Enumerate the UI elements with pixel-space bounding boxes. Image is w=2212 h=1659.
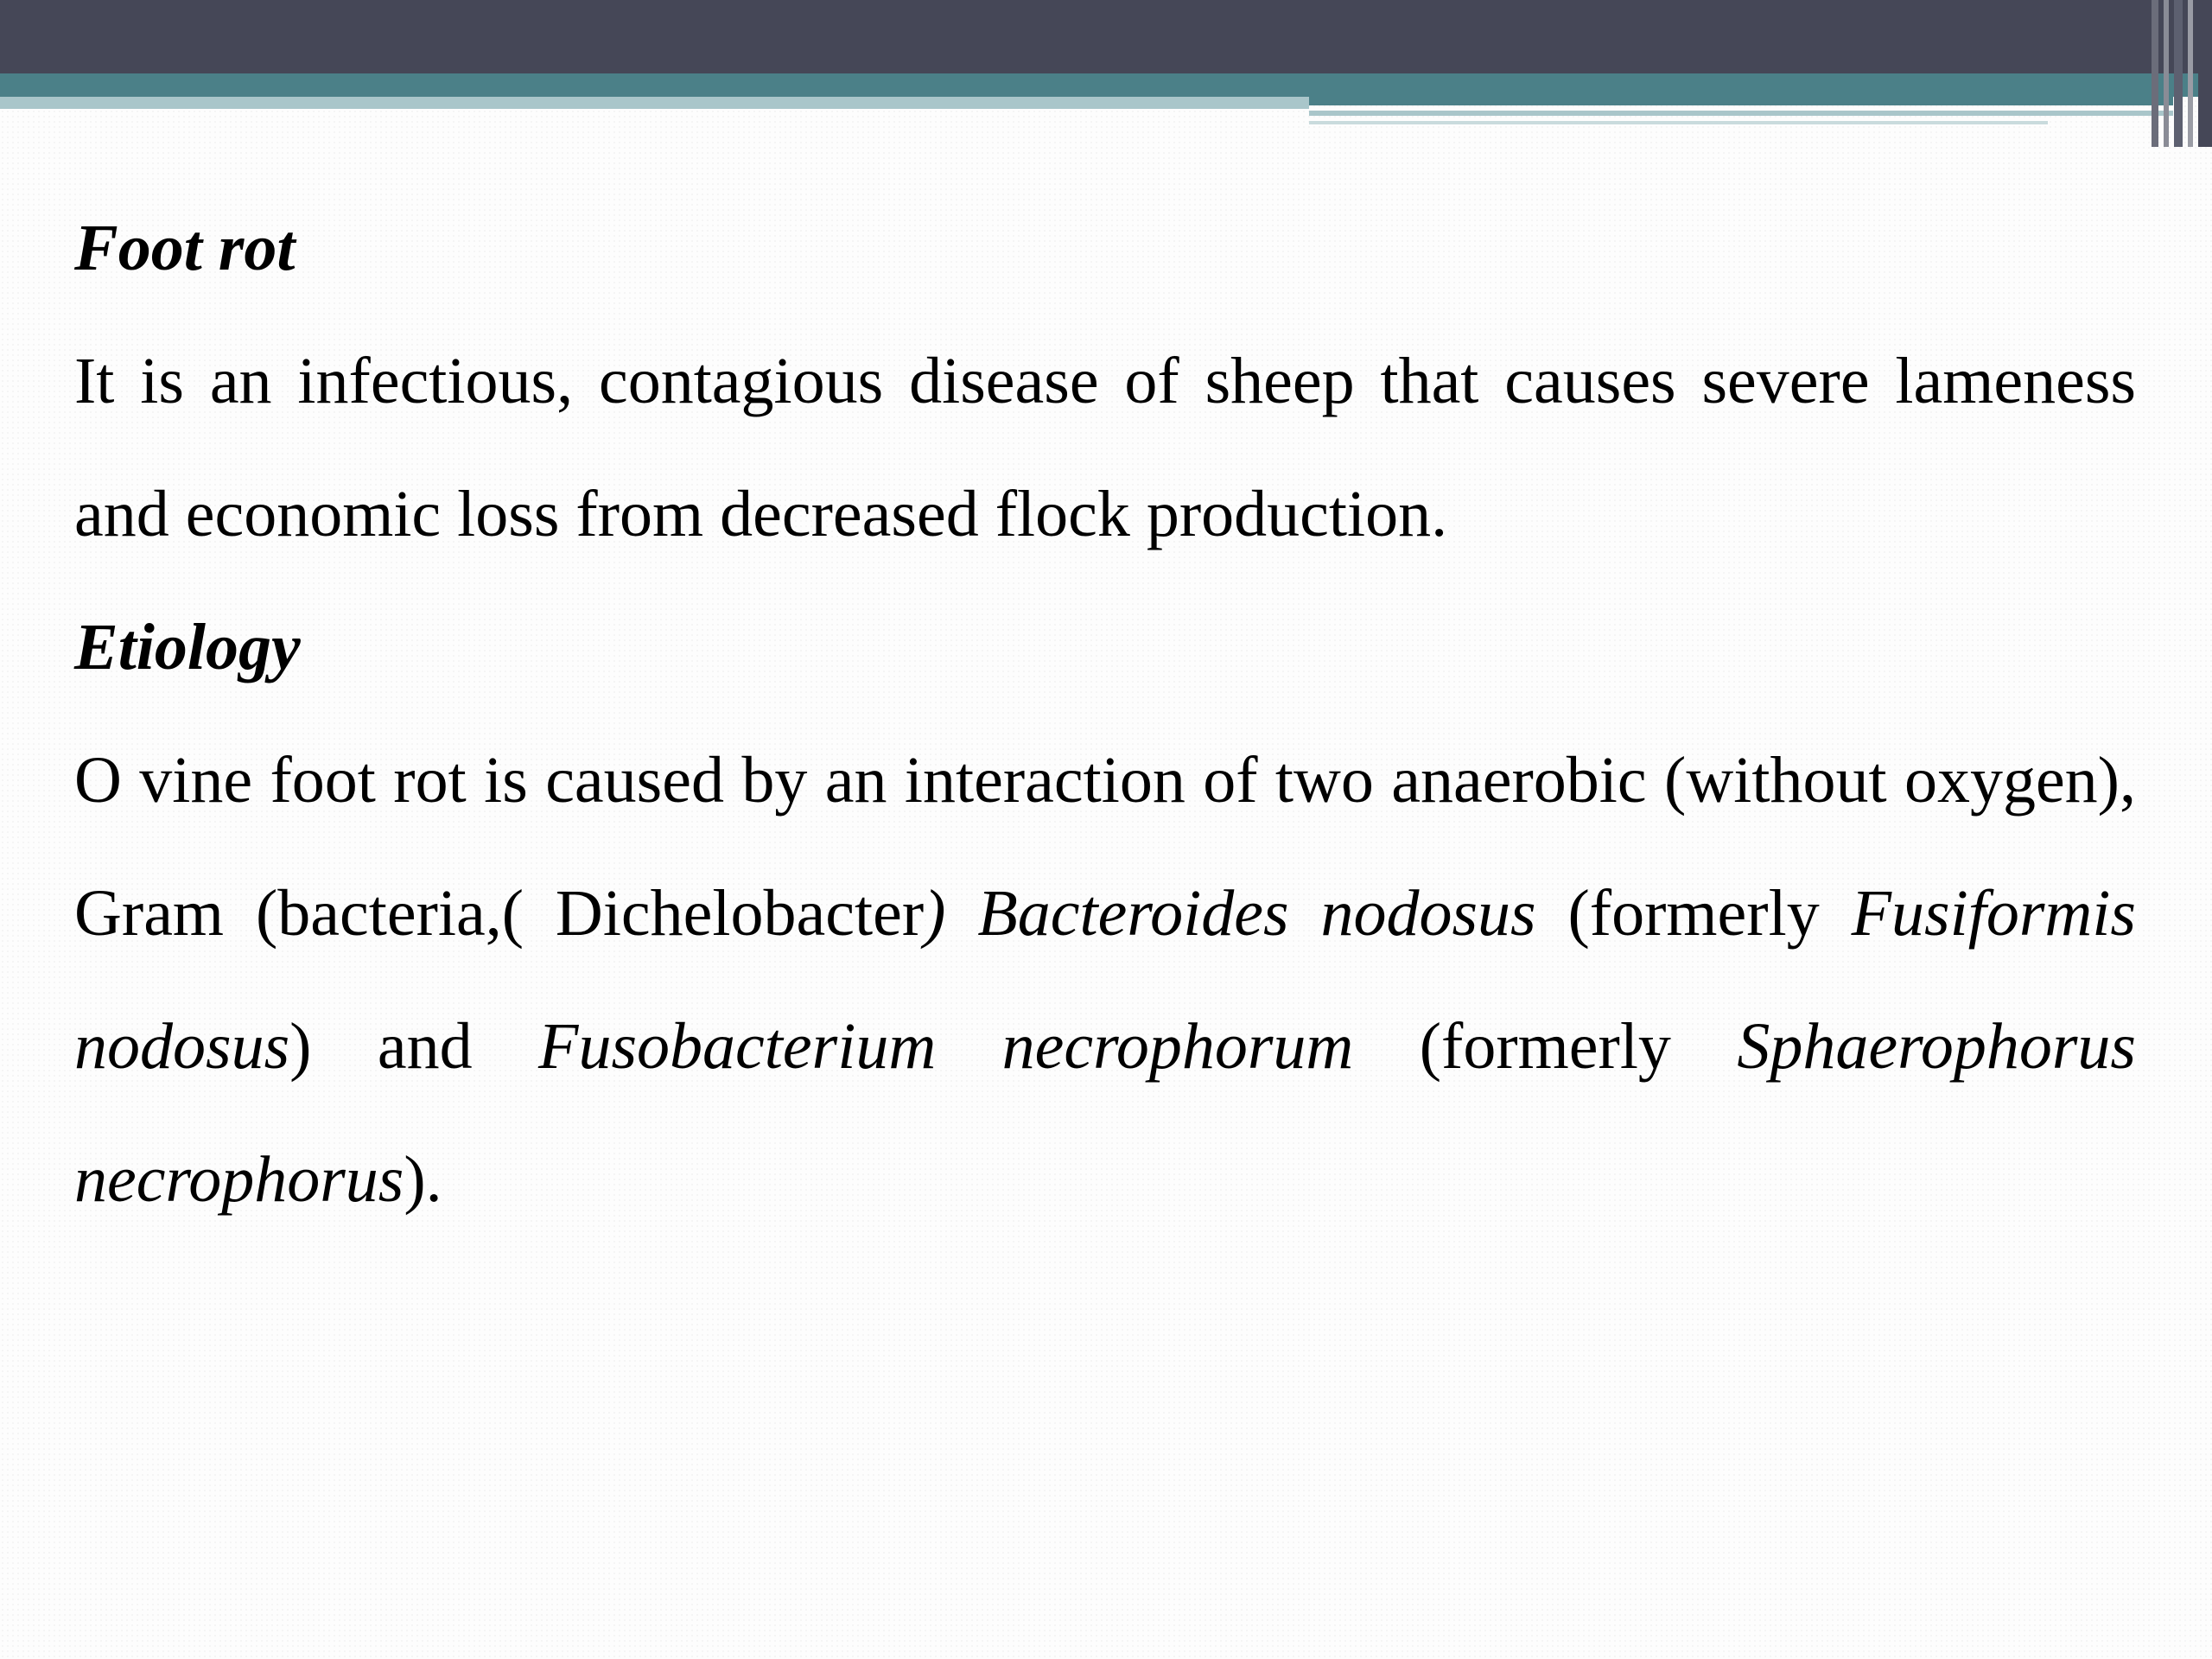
etiology-text-2: ) Bacteroides nodosus: [924, 877, 1536, 950]
header-band-teal-right: [1309, 97, 2173, 105]
header-band-light: [0, 97, 1309, 109]
etiology-text-1: O vine foot rot is caused by an interaction of two anaerobic (without oxygen), Gram (bacteria,( Dichelobacter: [74, 744, 2136, 950]
etiology-text-7: (formerly: [1353, 1010, 1738, 1083]
etiology-text-3: (formerly: [1535, 877, 1852, 950]
slide-body: [74, 181, 2136, 1246]
etiology-text-6: Fusobacterium necrophorum: [538, 1010, 1354, 1083]
etiology-text-8: Sphaerophorus necrophorus: [74, 1010, 2136, 1216]
etiology-text-5: ) and: [289, 1010, 539, 1083]
paragraph-etiology: [74, 714, 2136, 1246]
header-band-teal: [0, 73, 2212, 97]
etiology-text-9: ).: [404, 1143, 442, 1216]
header-edge-bars: [2152, 0, 2212, 147]
header-band-dark: [0, 0, 2212, 73]
paragraph-definition: It is an infectious, contagious disease of sheep that causes severe lameness and economic loss from decreased flock production.: [74, 345, 2136, 550]
heading-etiology: Etiology: [74, 611, 301, 683]
heading-foot-rot: Foot rot: [74, 212, 296, 284]
header-stripe-2: [1309, 121, 2048, 124]
header-stripe-1: [1309, 111, 2173, 116]
etiology-text-4: Fusiformis nodosus: [74, 877, 2136, 1083]
